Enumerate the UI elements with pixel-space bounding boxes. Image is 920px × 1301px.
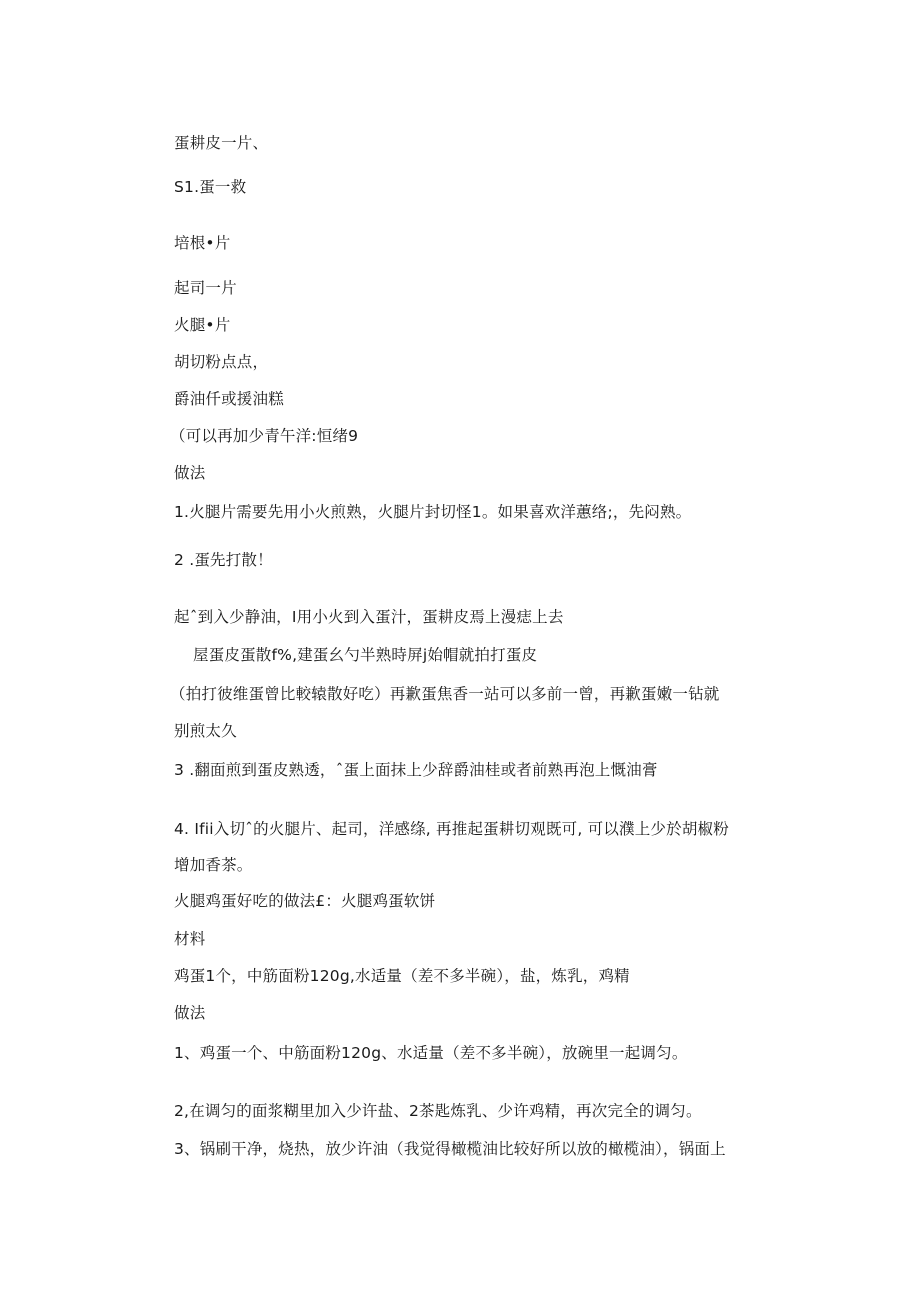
ingredient-line: 蛋耕皮一片、 [174,134,269,152]
step-line: （拍打彼维蛋曾比較辕散好吃）再歉蛋焦香一站可以多前一曾，再歉蛋嫩一钻就 [170,685,720,703]
note-line: （可以再加少青午洋:恒绪9 [170,427,359,445]
step-line: 起ˆ到入少静油，I用小火到入蛋汁，蛋耕皮焉上漫痣上去 [174,608,564,626]
step-line: 4. Ifii入切ˆ的火腿片、起司，洋感绦, 再推起蛋耕切观既可, 可以濮上少於胡椒粉 [174,820,729,838]
step-line: 2,在调匀的面浆糊里加入少许盐、2茶匙炼乳、少许鸡精，再次完全的调匀。 [174,1102,702,1120]
step-line: 1、鸡蛋一个、中筋面粉120g、水适量（差不多半碗），放碗里一起调匀。 [174,1044,688,1062]
section-heading: 做法 [174,464,206,482]
ingredient-line: S1.蛋一救 [174,178,247,196]
step-line: 2 .蛋先打散！ [174,551,273,569]
step-line: 3 .翻面煎到蛋皮熟透，ˆ蛋上面抹上少辞爵油桂或者前熟再泡上慨油膏 [174,761,658,779]
step-line: 3、锅刷干净，烧热，放少许油（我觉得橄榄油比较好所以放的橄榄油），锅面上 [174,1140,726,1158]
ingredient-line: 爵油仟或援油糕 [174,390,284,408]
ingredient-line: 培根•片 [174,234,231,252]
ingredient-line: 胡切粉点点， [174,353,269,371]
step-line: 别煎太久 [174,722,237,740]
ingredient-line: 鸡蛋1个，中筋面粉120g,水适量（差不多半碗），盐，炼乳，鸡精 [174,967,630,985]
step-line: 屋蛋皮蛋散f%,建蛋幺勺半熟時屏j始帽就拍打蛋皮 [193,646,538,664]
ingredient-line: 火腿•片 [174,316,231,334]
section-heading: 材料 [174,930,206,948]
step-line: 增加香茶。 [174,856,253,874]
recipe-title: 火腿鸡蛋好吃的做法£：火腿鸡蛋软饼 [174,892,436,910]
step-line: 1.火腿片需要先用小火煎熟，火腿片封切怪1。如果喜欢洋蕙络;，先闷熟。 [174,503,692,521]
ingredient-line: 起司一片 [174,279,237,297]
section-heading: 做法 [174,1004,206,1022]
